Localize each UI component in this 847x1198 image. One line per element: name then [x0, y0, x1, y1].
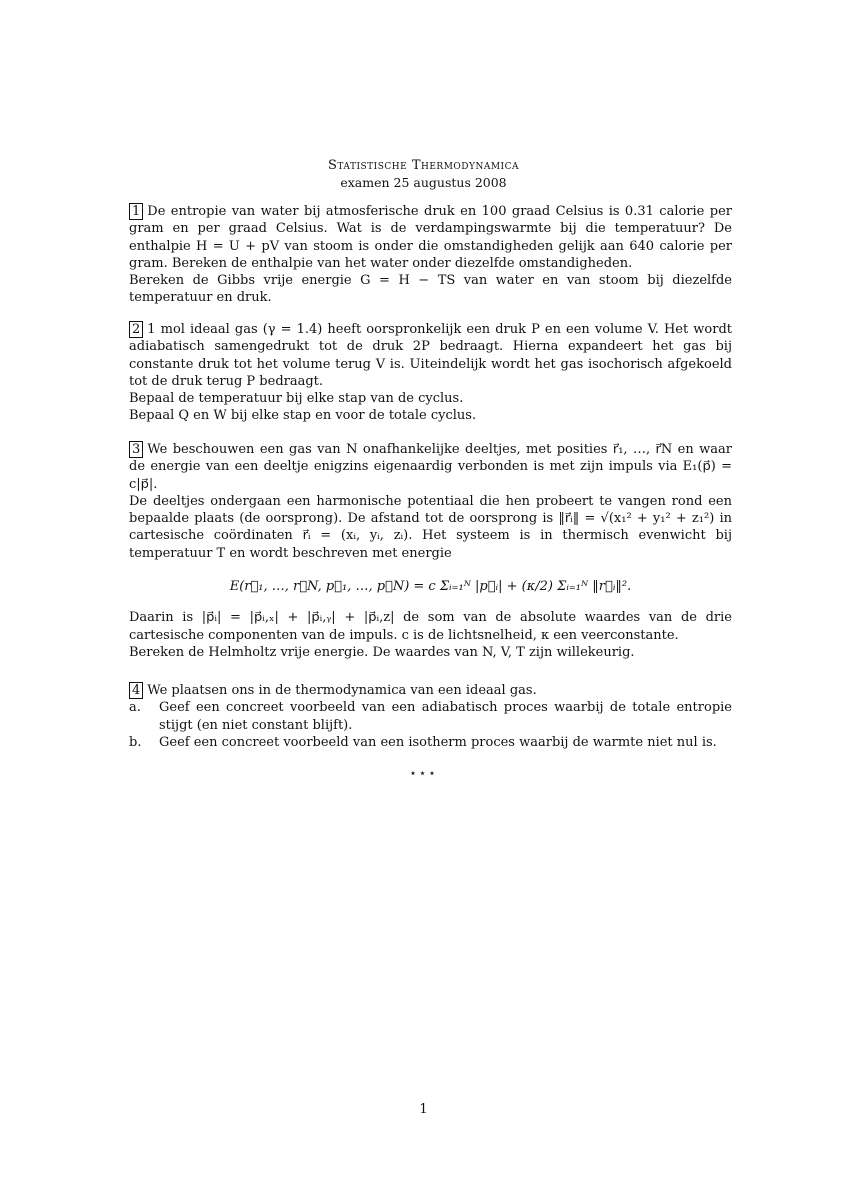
page-number: 1 [419, 1102, 428, 1117]
problem-number: 4 [129, 682, 143, 699]
problem-2 [129, 321, 732, 425]
sub-question-b [129, 734, 732, 751]
problem-4 [129, 682, 732, 751]
problem-text: De deeltjes ondergaan een harmonische potentiaal die hen probeert te vangen rond een bepaalde plaats (de oorsprong). De afstand tot de oorsprong is ‖r⃗ᵢ‖ = √(x₁² + y₁² + z₁²) in cartesische coördinaten r⃗ᵢ = (xᵢ, yᵢ, zᵢ). Het systeem is in thermisch evenwicht bij temperatuur T en wordt beschreven met energie [129, 493, 732, 561]
problem-number: 3 [129, 441, 143, 458]
problem-text: Daarin is |p⃗ᵢ| = |p⃗ᵢ,ₓ| + |p⃗ᵢ,ᵧ| + |p⃗ᵢ,z| de som van de absolute waardes van de drie cartesische componenten van de impuls. c is de lichtsnelheid, κ een veerconstante. [129, 610, 732, 643]
sub-question-label: b. [129, 734, 142, 750]
problem-3 [129, 441, 732, 661]
problem-number: 2 [129, 321, 143, 338]
problem-text: We plaatsen ons in de thermodynamica van een ideaal gas. [147, 683, 537, 698]
sub-question-label: a. [129, 700, 141, 716]
problem-text: De entropie van water bij atmosferische druk en 100 graad Celsius is 0.31 calorie per gram en per graad Celsius. Wat is de verdampingswarmte bij die temperatuur? De enthalpie H = U + pV van stoom is onder die omstandigheden gelijk aan 640 calorie per gram. Bereken de enthalpie van het water onder diezelfde omstandigheden. [129, 204, 732, 271]
sub-question-text: Geef een concreet voorbeeld van een isotherm proces waarbij de warmte niet nul is. [159, 734, 717, 750]
problem-text: We beschouwen een gas van N onafhankelijke deeltjes, met posities r⃗₁, …, r⃗N en waar de energie van een deeltje enigzins eigenaardig verbonden is met zijn impuls via E₁(p⃗) = c|p⃗|. [129, 442, 732, 492]
sub-question-text: Geef een concreet voorbeeld van een adiabatisch proces waarbij de totale entropie stijgt (en niet constant blijft). [159, 700, 732, 733]
problem-text: 1 mol ideaal gas (γ = 1.4) heeft oorspronkelijk een druk P en een volume V. Het wordt adiabatisch samengedrukt tot de druk 2P bedraagt. Hierna expandeert het gas bij constante druk tot het volume terug V is. Uiteindelijk wordt het gas isochorisch afgekoeld tot de druk terug P bedraagt. [129, 322, 732, 389]
exam-date: examen 25 augustus 2008 [340, 175, 507, 190]
problem-text: Bereken de Gibbs vrije energie G = H − TS van water en van stoom bij diezelfde temperatuur en druk. [129, 273, 732, 306]
end-stars: ⋆⋆⋆ [409, 766, 438, 780]
problem-text: Bepaal de temperatuur bij elke stap van de cyclus. [129, 391, 464, 407]
exam-title: Statistische Thermodynamica [328, 158, 519, 173]
problem-text: Bepaal Q en W bij elke stap en voor de totale cyclus. [129, 408, 477, 424]
problem-text: Bereken de Helmholtz vrije energie. De waardes van N, V, T zijn willekeurig. [129, 644, 635, 660]
sub-question-a [129, 699, 732, 734]
problem-1 [129, 203, 732, 307]
problem-number: 1 [129, 203, 143, 220]
energy-equation: E(r⃗₁, …, r⃗N, p⃗₁, …, p⃗N) = c Σᵢ₌₁ᴺ |p⃗ᵢ| + (κ/2) Σᵢ₌₁ᴺ ‖r⃗ᵢ‖². [229, 579, 632, 595]
